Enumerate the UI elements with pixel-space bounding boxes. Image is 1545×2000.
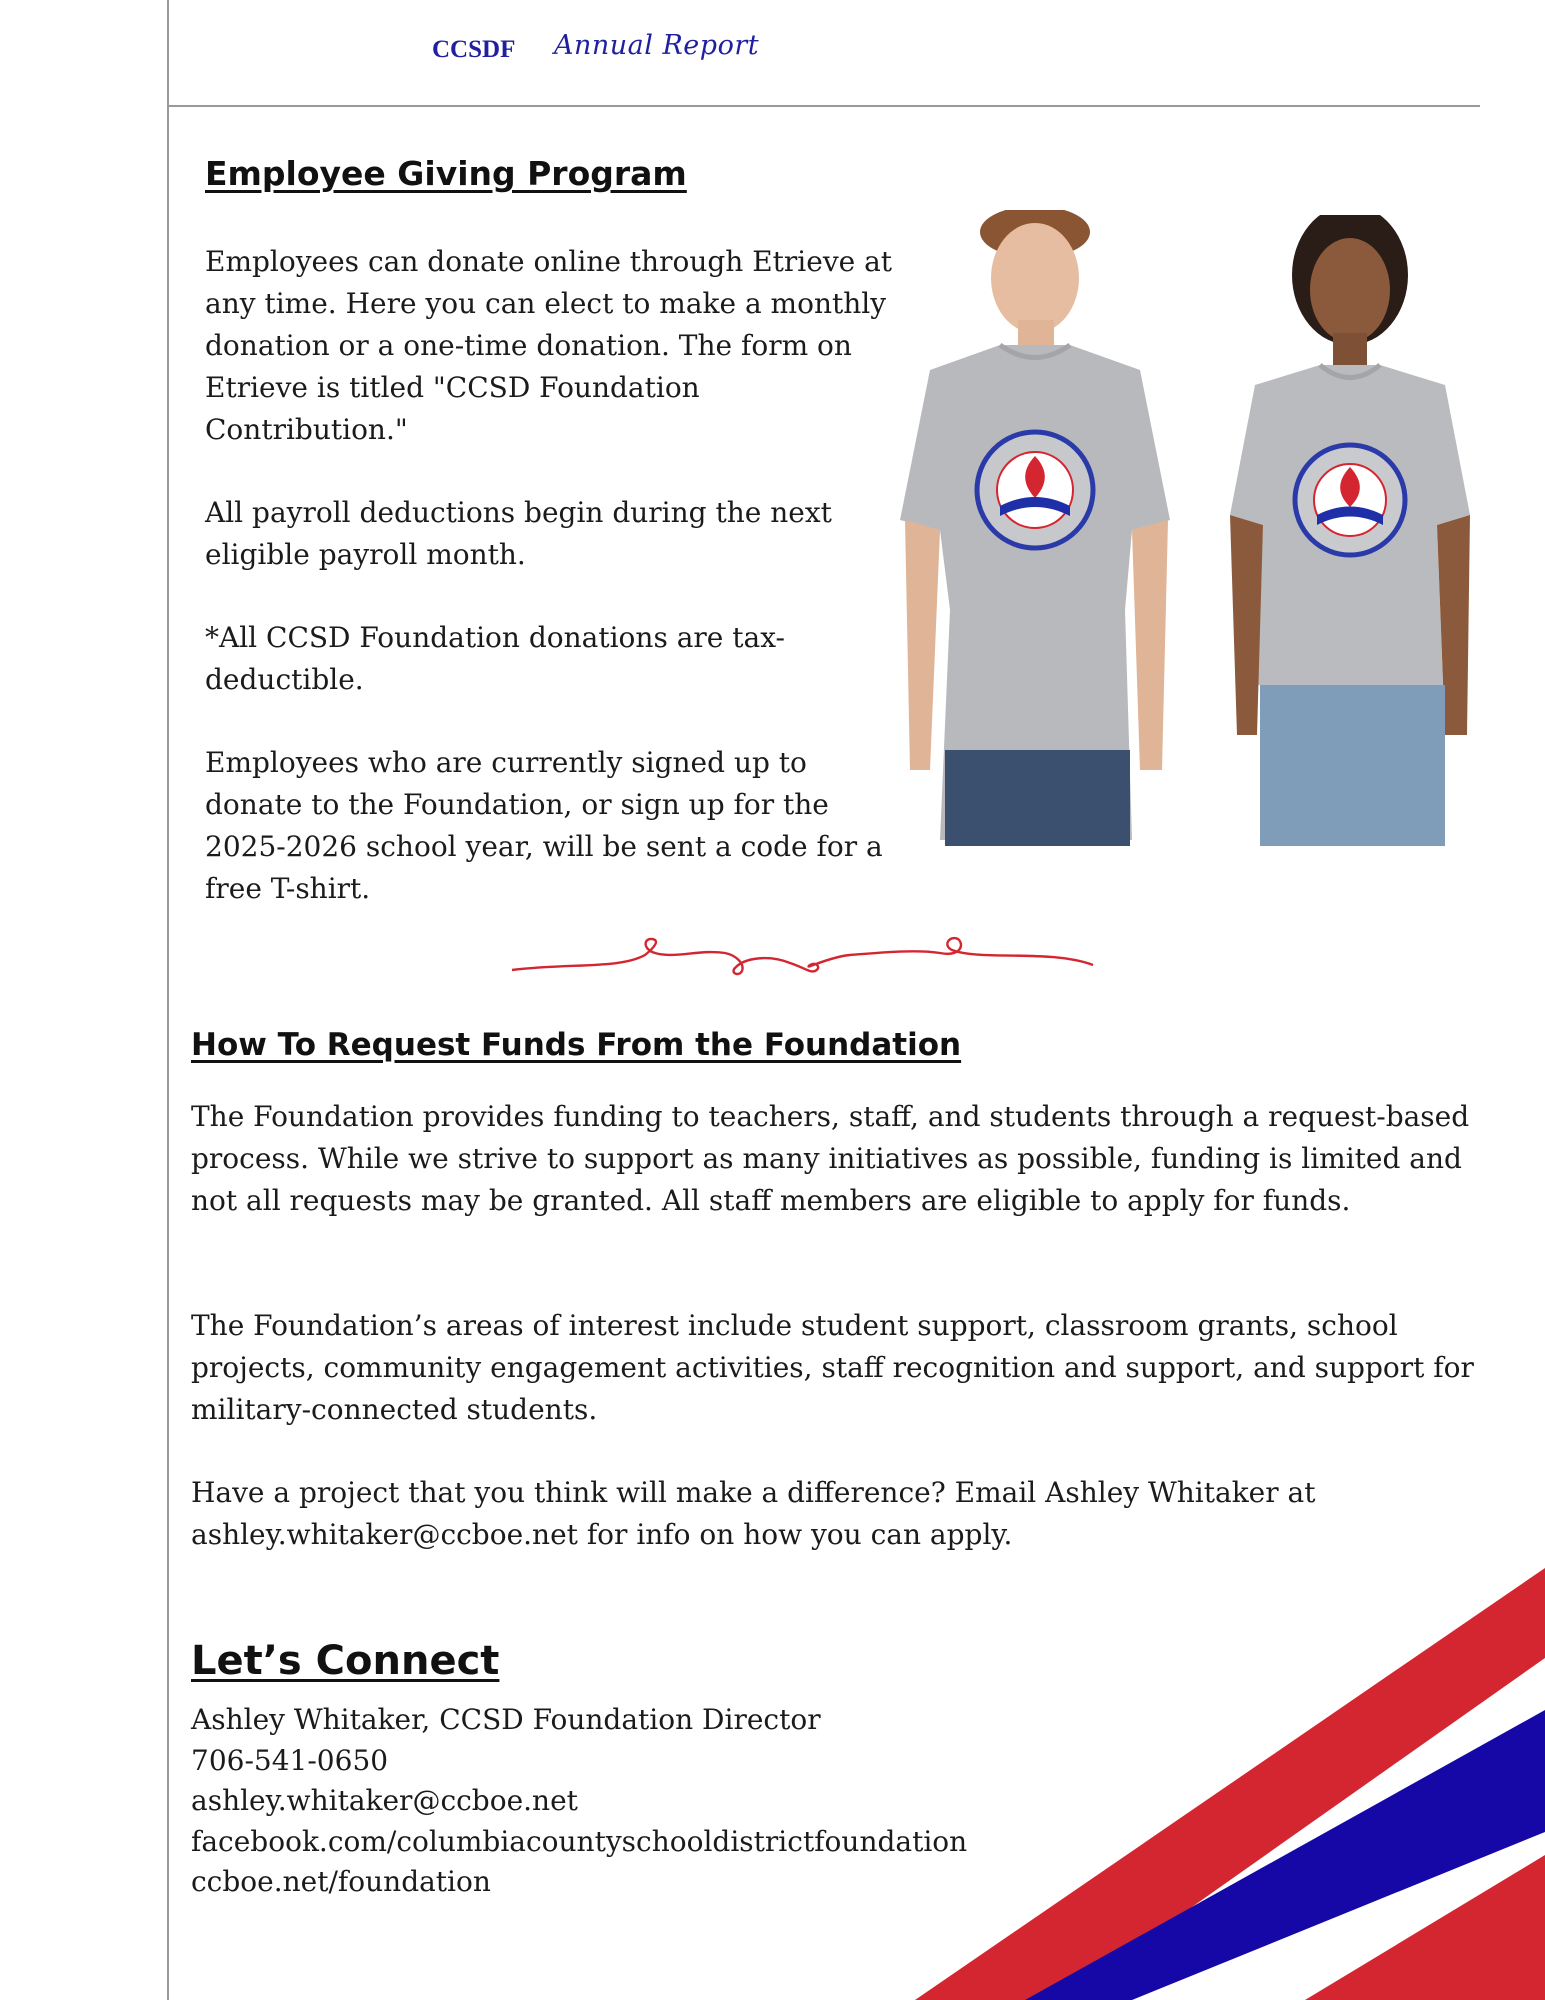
contact-block — [191, 1700, 967, 1903]
header-subtitle: Annual Report — [554, 30, 760, 61]
contact-email[interactable]: ashley.whitaker@ccboe.net — [191, 1784, 578, 1817]
foundation-logo-icon — [977, 432, 1093, 548]
connect-heading: Let’s Connect — [191, 1638, 500, 1684]
giving-paragraph-3: *All CCSD Foundation donations are tax-deductible. — [205, 621, 785, 696]
request-paragraph-3: Have a project that you think will make a difference? Email Ashley Whitaker at ashley.whitaker@ccboe.net for info on how you can apply. — [191, 1476, 1316, 1551]
man-in-tshirt-photo — [870, 210, 1190, 846]
header-brand: CCSDF — [432, 36, 516, 63]
woman-in-tshirt-photo — [1205, 215, 1495, 846]
contact-phone[interactable]: 706-541-0650 — [191, 1743, 389, 1777]
contact-facebook[interactable]: facebook.com/columbiacountyschooldistrictfoundation — [191, 1824, 968, 1858]
giving-paragraph-4: Employees who are currently signed up to donate to the Foundation, or sign up for the 2025-2026 school year, will be sent a code for a free T-shirt. — [205, 746, 883, 905]
request-paragraph-1: The Foundation provides funding to teachers, staff, and students through a request-based process. While we strive to support as many initiatives as possible, funding is limited and not all requests may be granted. All staff members are eligible to apply for funds. — [191, 1100, 1470, 1217]
contact-name: Ashley Whitaker, CCSD Foundation Director — [191, 1703, 821, 1736]
foundation-logo-icon — [1295, 445, 1405, 555]
employee-giving-heading: Employee Giving Program — [205, 154, 687, 193]
request-paragraph-2: The Foundation’s areas of interest include student support, classroom grants, school projects, community engagement activities, staff recognition and support, and support for military-connected students. — [191, 1309, 1474, 1426]
header-rule — [167, 105, 1480, 107]
giving-paragraph-1: Employees can donate online through Etrieve at any time. Here you can elect to make a monthly donation or a one-time donation. The form on Etrieve is titled "CCSD Foundation Contribution." — [205, 245, 893, 446]
swirl-divider — [510, 935, 1095, 985]
corner-stripes-decoration — [860, 1550, 1545, 2000]
giving-paragraph-2: All payroll deductions begin during the next eligible payroll month. — [205, 496, 832, 571]
request-funds-heading: How To Request Funds From the Foundation — [191, 1027, 962, 1063]
left-margin-rule — [167, 0, 169, 2000]
contact-website[interactable]: ccboe.net/foundation — [191, 1865, 491, 1898]
